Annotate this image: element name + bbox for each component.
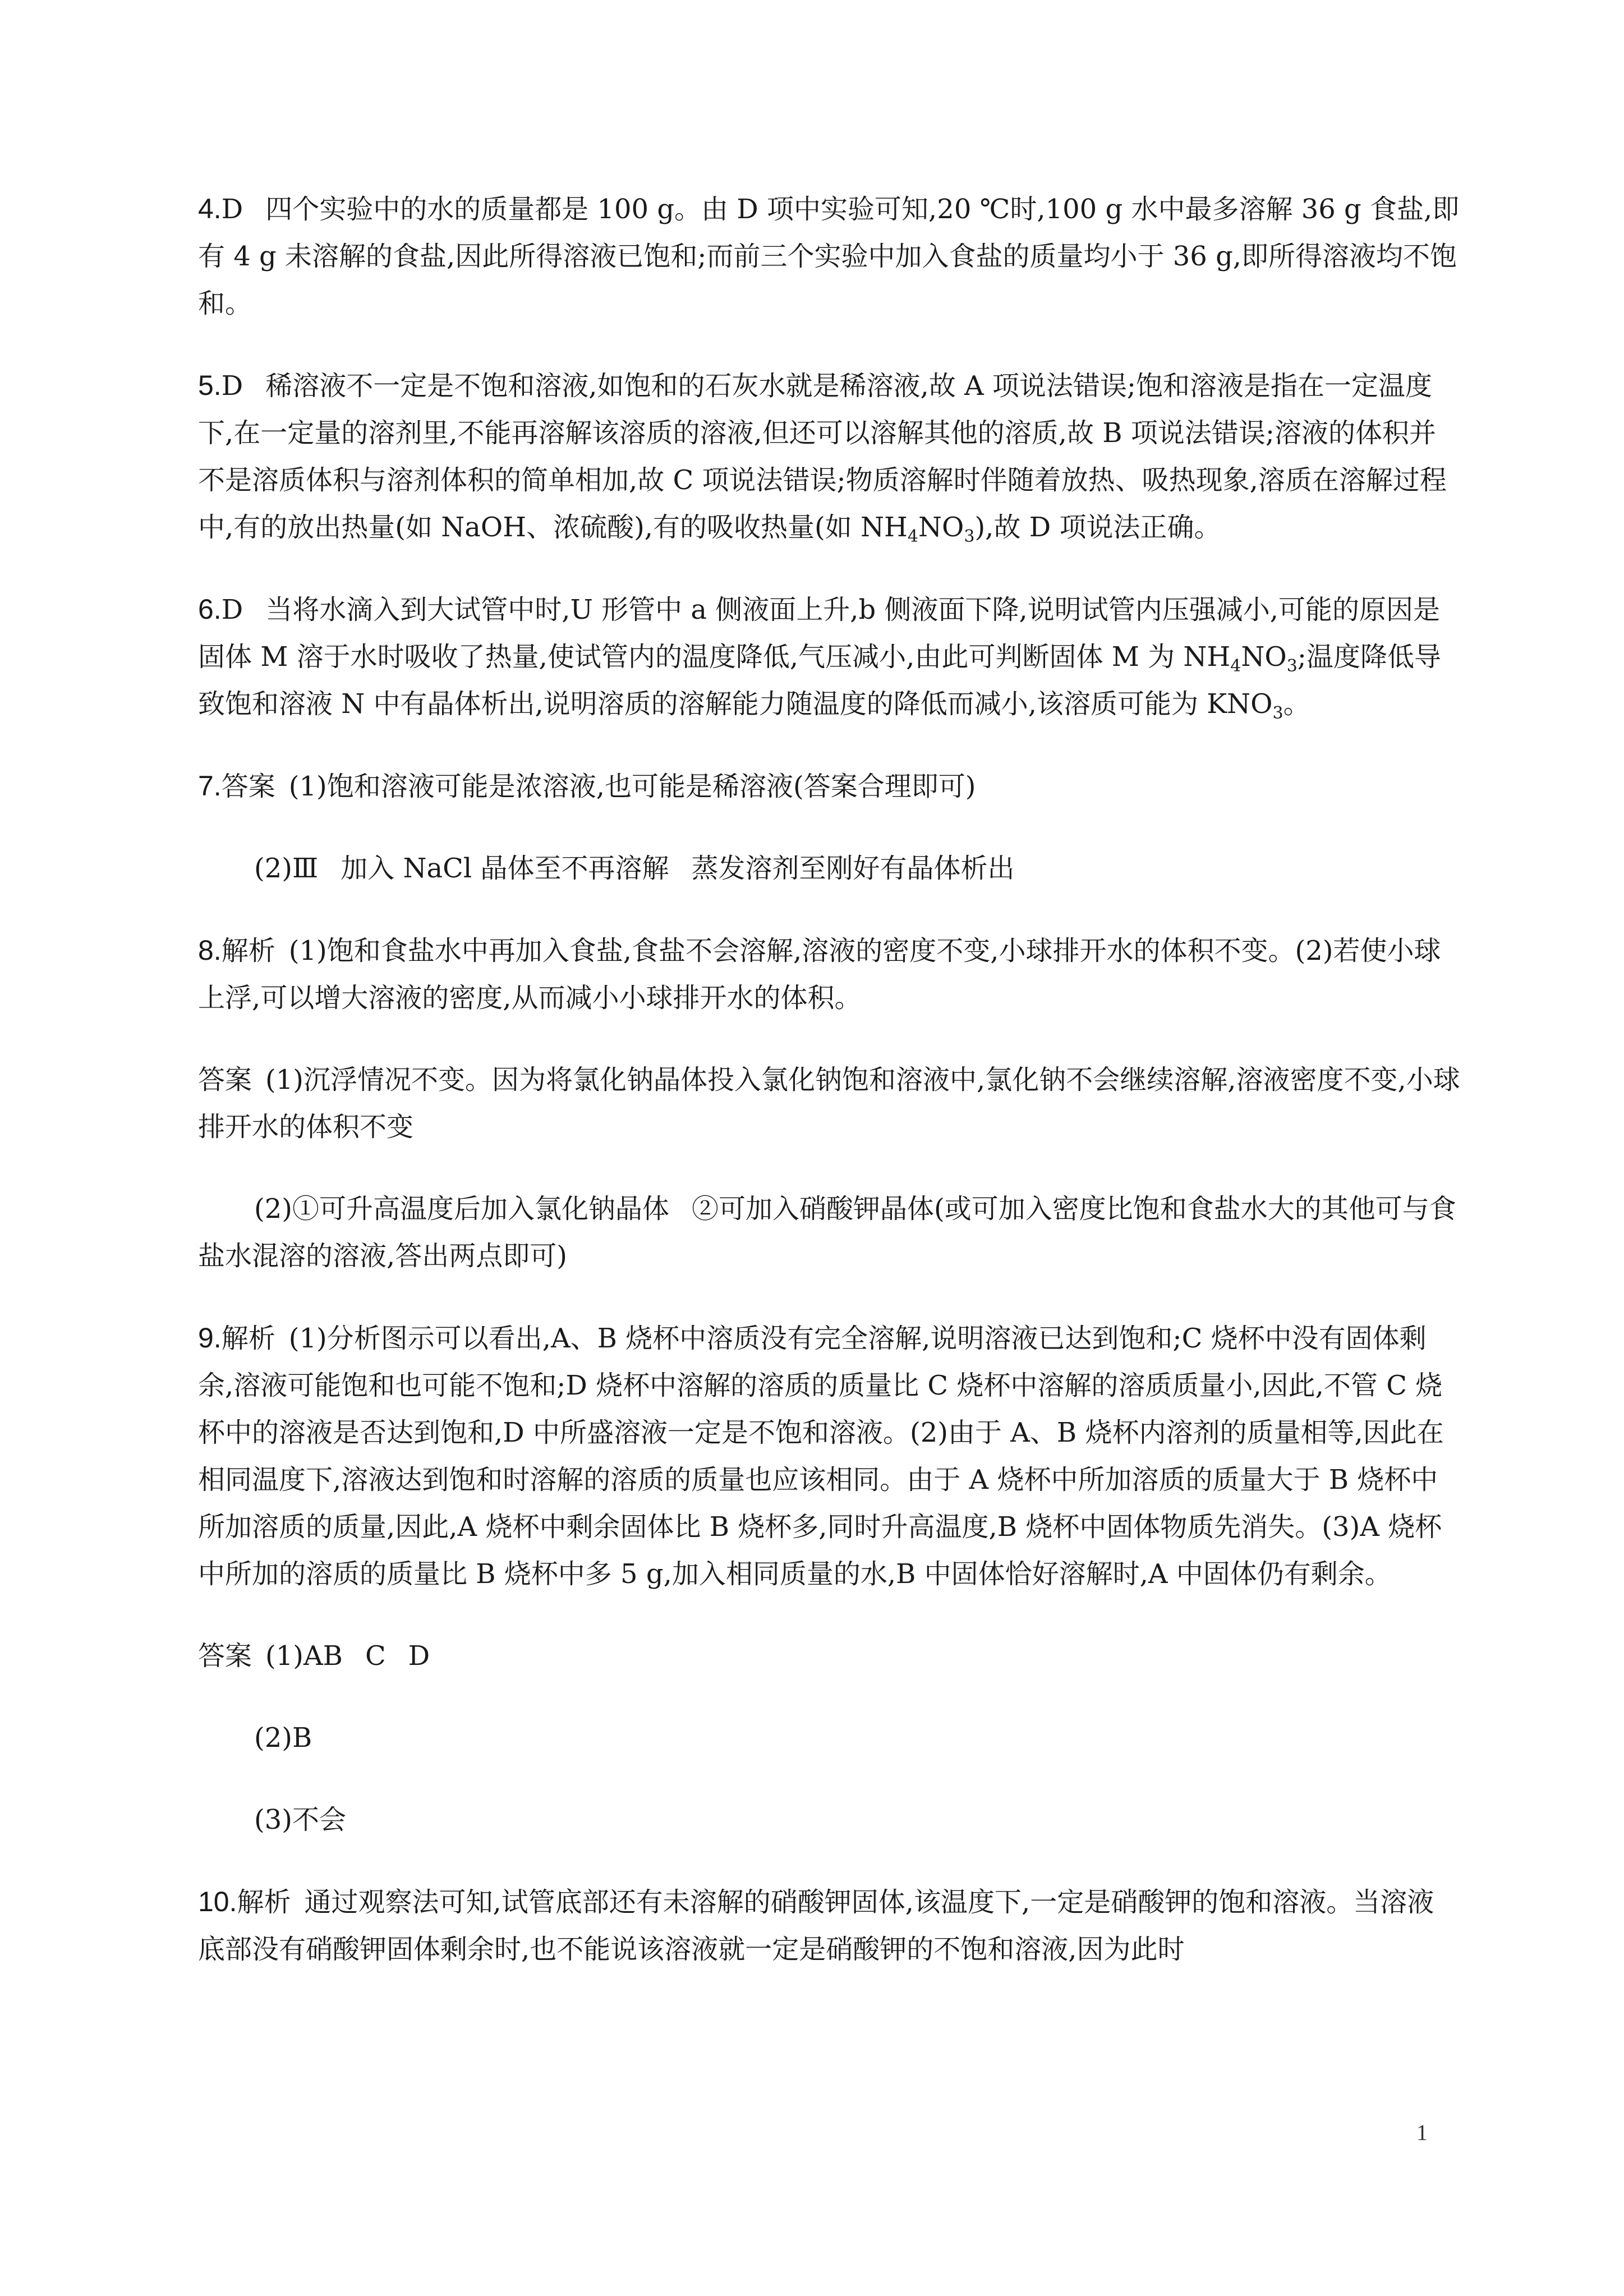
- item-text: 四个实验中的水的质量都是 100 g。由 D 项中实验可知,20 ℃时,100 g 水中最多溶解 36 g 食盐,即有 4 g 未溶解的食盐,因此所得溶液已饱和;而前三个实验中加入食盐的质量均小于 36 g,即所得溶液均不饱和。: [198, 194, 1460, 319]
- document-body: [198, 185, 1460, 2008]
- item-9-answer-part-2: (2)B: [254, 1722, 312, 1754]
- item-5: [198, 362, 1460, 551]
- item-8-answer-part-2: (2)①可升高温度后加入氯化钠晶体 ②可加入硝酸钾晶体(或可加入密度比饱和食盐水大的其他可与食盐水混溶的溶液,答出两点即可): [198, 1193, 1456, 1272]
- analysis-text: (1)饱和食盐水中再加入食盐,食盐不会溶解,溶液的密度不变,小球排开水的体积不变。(2)若使小球上浮,可以增大溶液的密度,从而减小小球排开水的体积。: [198, 935, 1441, 1014]
- item-text: 当将水滴入到大试管中时,U 形管中 a 侧液面上升,b 侧液面下降,说明试管内压强减小,可能的原因是固体 M 溶于水时吸收了热量,使试管内的温度降低,气压减小,由此可判断固体 M 为 NH: [198, 594, 1441, 673]
- item-number: 10.: [198, 1886, 237, 1917]
- item-9-answer-part-3: (3)不会: [254, 1804, 346, 1835]
- item-text: 稀溶液不一定是不饱和溶液,如饱和的石灰水就是稀溶液,故 A 项说法错误;饱和溶液是指在一定温度下,在一定量的溶剂里,不能再溶解该溶质的溶液,但还可以溶解其他的溶质,故 B 项说法错误;溶液的体积并不是溶质体积与溶剂体积的简单相加,故 C 项说法错误;物质溶解时伴随着放热、吸热现象,溶质在溶解过程中,有的放出热量(如 NaOH、浓硫酸),有的吸收热量(如 NH: [198, 370, 1447, 543]
- analysis-label: 解析: [221, 1323, 275, 1354]
- item-7-part-2: (2)Ⅲ 加入 NaCl 晶体至不再溶解 蒸发溶剂至刚好有晶体析出: [254, 853, 1015, 884]
- item-9-analysis: [198, 1314, 1460, 1598]
- answer-label: 答案: [198, 1064, 252, 1096]
- answer-label: 答案: [198, 1640, 252, 1672]
- answer-part-1: (1)沉浮情况不变。因为将氯化钠晶体投入氯化钠饱和溶液中,氯化钠不会继续溶解,溶液密度不变,小球排开水的体积不变: [198, 1064, 1460, 1143]
- analysis-text: 通过观察法可知,试管底部还有未溶解的硝酸钾固体,该温度下,一定是硝酸钾的饱和溶液。当溶液底部没有硝酸钾固体剩余时,也不能说该溶液就一定是硝酸钾的不饱和溶液,因为此时: [198, 1887, 1434, 1965]
- page-number: 1: [1416, 2120, 1428, 2145]
- item-text: 。: [1283, 688, 1310, 720]
- item-answer: D: [221, 594, 243, 625]
- analysis-label: 解析: [221, 935, 275, 967]
- analysis-label: 解析: [237, 1887, 291, 1918]
- subscript: 3: [1272, 703, 1283, 723]
- subscript: 3: [964, 527, 975, 546]
- item-answer: D: [221, 194, 243, 225]
- item-text: ),故 D 项说法正确。: [974, 512, 1221, 543]
- subscript: 4: [907, 527, 918, 546]
- item-7: [198, 762, 1460, 810]
- item-8-answer: [198, 1056, 1460, 1151]
- subscript: 4: [1230, 656, 1241, 676]
- item-number: 5.: [198, 370, 222, 401]
- item-number: 8.: [198, 935, 222, 966]
- formula-part: NO: [918, 512, 964, 543]
- item-8-analysis: [198, 927, 1460, 1022]
- item-number: 6.: [198, 593, 222, 625]
- item-4: [198, 185, 1460, 327]
- item-text: ;温度降低导致饱和溶液 N 中有晶体析出,说明溶质的溶解能力随温度的降低而减小,该溶质可能为 KNO: [198, 641, 1441, 720]
- item-answer: D: [221, 370, 243, 402]
- item-number: 7.: [198, 770, 222, 802]
- item-9-answer: 答案 (1)AB C D: [198, 1640, 430, 1672]
- item-number: 9.: [198, 1322, 222, 1354]
- answer-part-1: (1)饱和溶液可能是浓溶液,也可能是稀溶液(答案合理即可): [288, 771, 976, 802]
- answer-label: 答案: [221, 771, 275, 802]
- item-6: [198, 586, 1460, 728]
- formula-part: NO: [1241, 641, 1287, 673]
- analysis-text: (1)分析图示可以看出,A、B 烧杯中溶质没有完全溶解,说明溶液已达到饱和;C 烧杯中没有固体剩余,溶液可能饱和也可能不饱和;D 烧杯中溶解的溶质的质量比 C 烧杯中溶解的溶质质量小,因此,不管 C 烧杯中的溶液是否达到饱和,D 中所盛溶液一定是不饱和溶液。(2)由于 A、B 烧杯内溶剂的质量相等,因此在相同温度下,溶液达到饱和时溶解的溶质的质量也应该相同。由于 A 烧杯中所加溶质的质量大于 B 烧杯中所加溶质的质量,因此,A 烧杯中剩余固体比 B 烧杯多,同时升高温度,B 烧杯中固体物质先消失。(3)A 烧杯中所加的溶质的质量比 B 烧杯中多 5 g,加入相同质量的水,B 中固体恰好溶解时,A 中固体仍有剩余。: [198, 1323, 1444, 1590]
- item-10-analysis: [198, 1878, 1460, 1973]
- subscript: 3: [1286, 656, 1298, 676]
- item-number: 4.: [198, 193, 222, 224]
